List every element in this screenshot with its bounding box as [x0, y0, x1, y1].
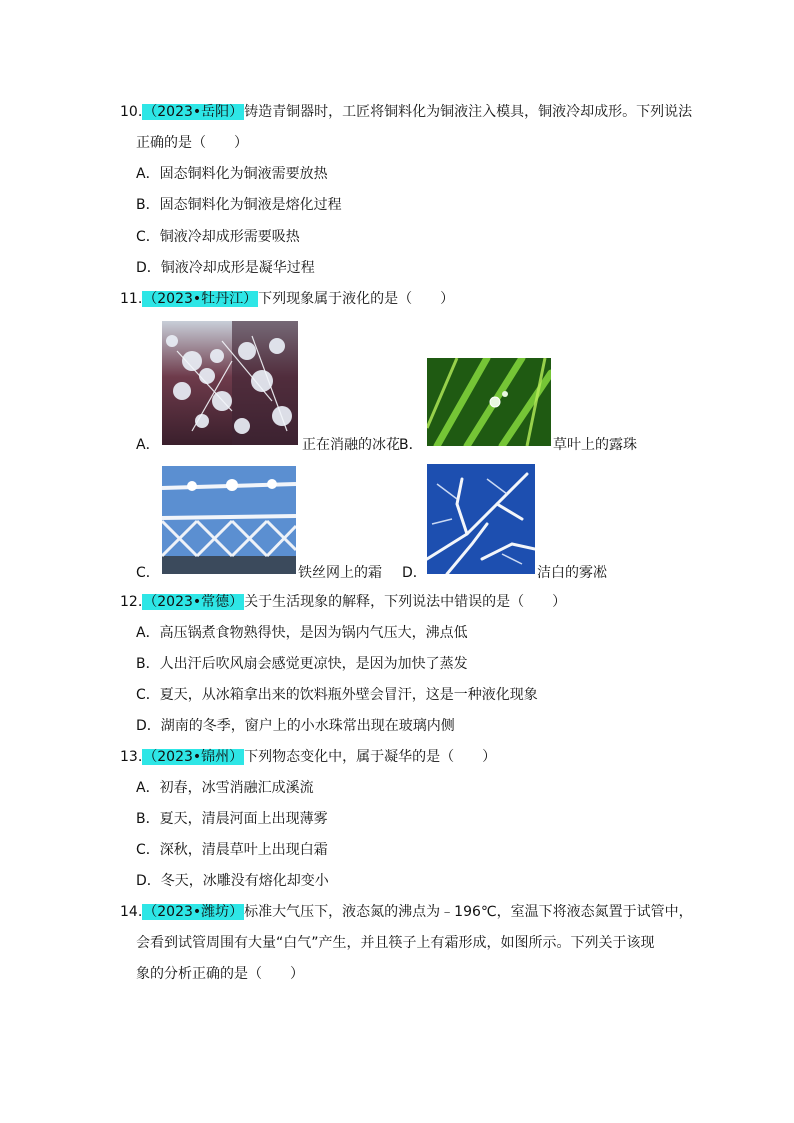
q11-number: 11.: [120, 291, 143, 307]
q14-source-tag: （2023•潍坊）: [143, 904, 244, 920]
ice-flower-image: [162, 321, 298, 445]
q12-option-d: D．湖南的冬季，窗户上的小水珠常出现在玻璃内侧: [136, 718, 455, 734]
q11-caption-d: 洁白的雾凇: [537, 565, 607, 581]
q11-caption-c: 铁丝网上的霜: [298, 565, 382, 581]
q12-source-tag: （2023•常德）: [143, 594, 244, 610]
q11-label-a: A．: [136, 437, 160, 453]
q12-number: 12.: [120, 594, 143, 610]
q11-label-c: C．: [136, 565, 160, 581]
q11-label-b: B．: [399, 437, 423, 453]
q11-caption-a: 正在消融的冰花: [302, 437, 400, 453]
q13-source-tag: （2023•锦州）: [143, 749, 244, 765]
q10-number: 10.: [120, 104, 143, 120]
q12-option-b: B．人出汗后吹风扇会感觉更凉快，是因为加快了蒸发: [136, 656, 468, 672]
q12-text: 关于生活现象的解释，下列说法中错误的是（ ）: [244, 594, 567, 610]
q11-label-d: D．: [402, 565, 427, 581]
q10-source-tag: （2023•岳阳）: [143, 104, 244, 120]
q12-option-a: A．高压锅煮食物熟得快，是因为锅内气压大，沸点低: [136, 625, 468, 641]
q14-line1: [120, 902, 693, 922]
q14-line3: 象的分析正确的是（ ）: [136, 966, 304, 982]
dew-grass-image: [427, 358, 551, 446]
q10-option-b: B．固态铜料化为铜液是熔化过程: [136, 197, 342, 213]
q13-line1: [120, 747, 496, 767]
q11-line1: [120, 289, 454, 309]
q12-option-c: C．夏天，从冰箱拿出来的饮料瓶外壁会冒汗，这是一种液化现象: [136, 687, 538, 703]
q13-option-c: C．深秋，清晨草叶上出现白霜: [136, 842, 328, 858]
q13-option-a: A．初春，冰雪消融汇成溪流: [136, 780, 314, 796]
q12-line1: [120, 592, 566, 612]
frost-wire-image: [162, 466, 296, 574]
q10-option-d: D．铜液冷却成形是凝华过程: [136, 260, 315, 276]
q14-text-1: 标准大气压下，液态氮的沸点为﹣196℃，室温下将液态氮置于试管中，: [244, 904, 693, 920]
q10-line2: 正确的是（ ）: [136, 135, 248, 151]
q10-option-c: C．铜液冷却成形需要吸热: [136, 229, 300, 245]
q14-line2: 会看到试管周围有大量“白气”产生，并且筷子上有霜形成，如图所示。下列关于该现: [136, 935, 655, 951]
q11-text: 下列现象属于液化的是（ ）: [258, 291, 455, 307]
q11-source-tag: （2023•牡丹江）: [143, 291, 258, 307]
q13-option-d: D．冬天，冰雕没有熔化却变小: [136, 873, 329, 889]
q10-text-1: 铸造青铜器时，工匠将铜料化为铜液注入模具，铜液冷却成形。下列说法: [244, 104, 693, 120]
q13-option-b: B．夏天，清晨河面上出现薄雾: [136, 811, 328, 827]
q13-number: 13.: [120, 749, 143, 765]
q10-line1: [120, 102, 692, 122]
rime-branch-image: [427, 464, 535, 574]
q14-number: 14.: [120, 904, 143, 920]
q13-text: 下列物态变化中，属于凝华的是（ ）: [244, 749, 497, 765]
q10-option-a: A．固态铜料化为铜液需要放热: [136, 166, 328, 182]
q11-caption-b: 草叶上的露珠: [553, 437, 637, 453]
